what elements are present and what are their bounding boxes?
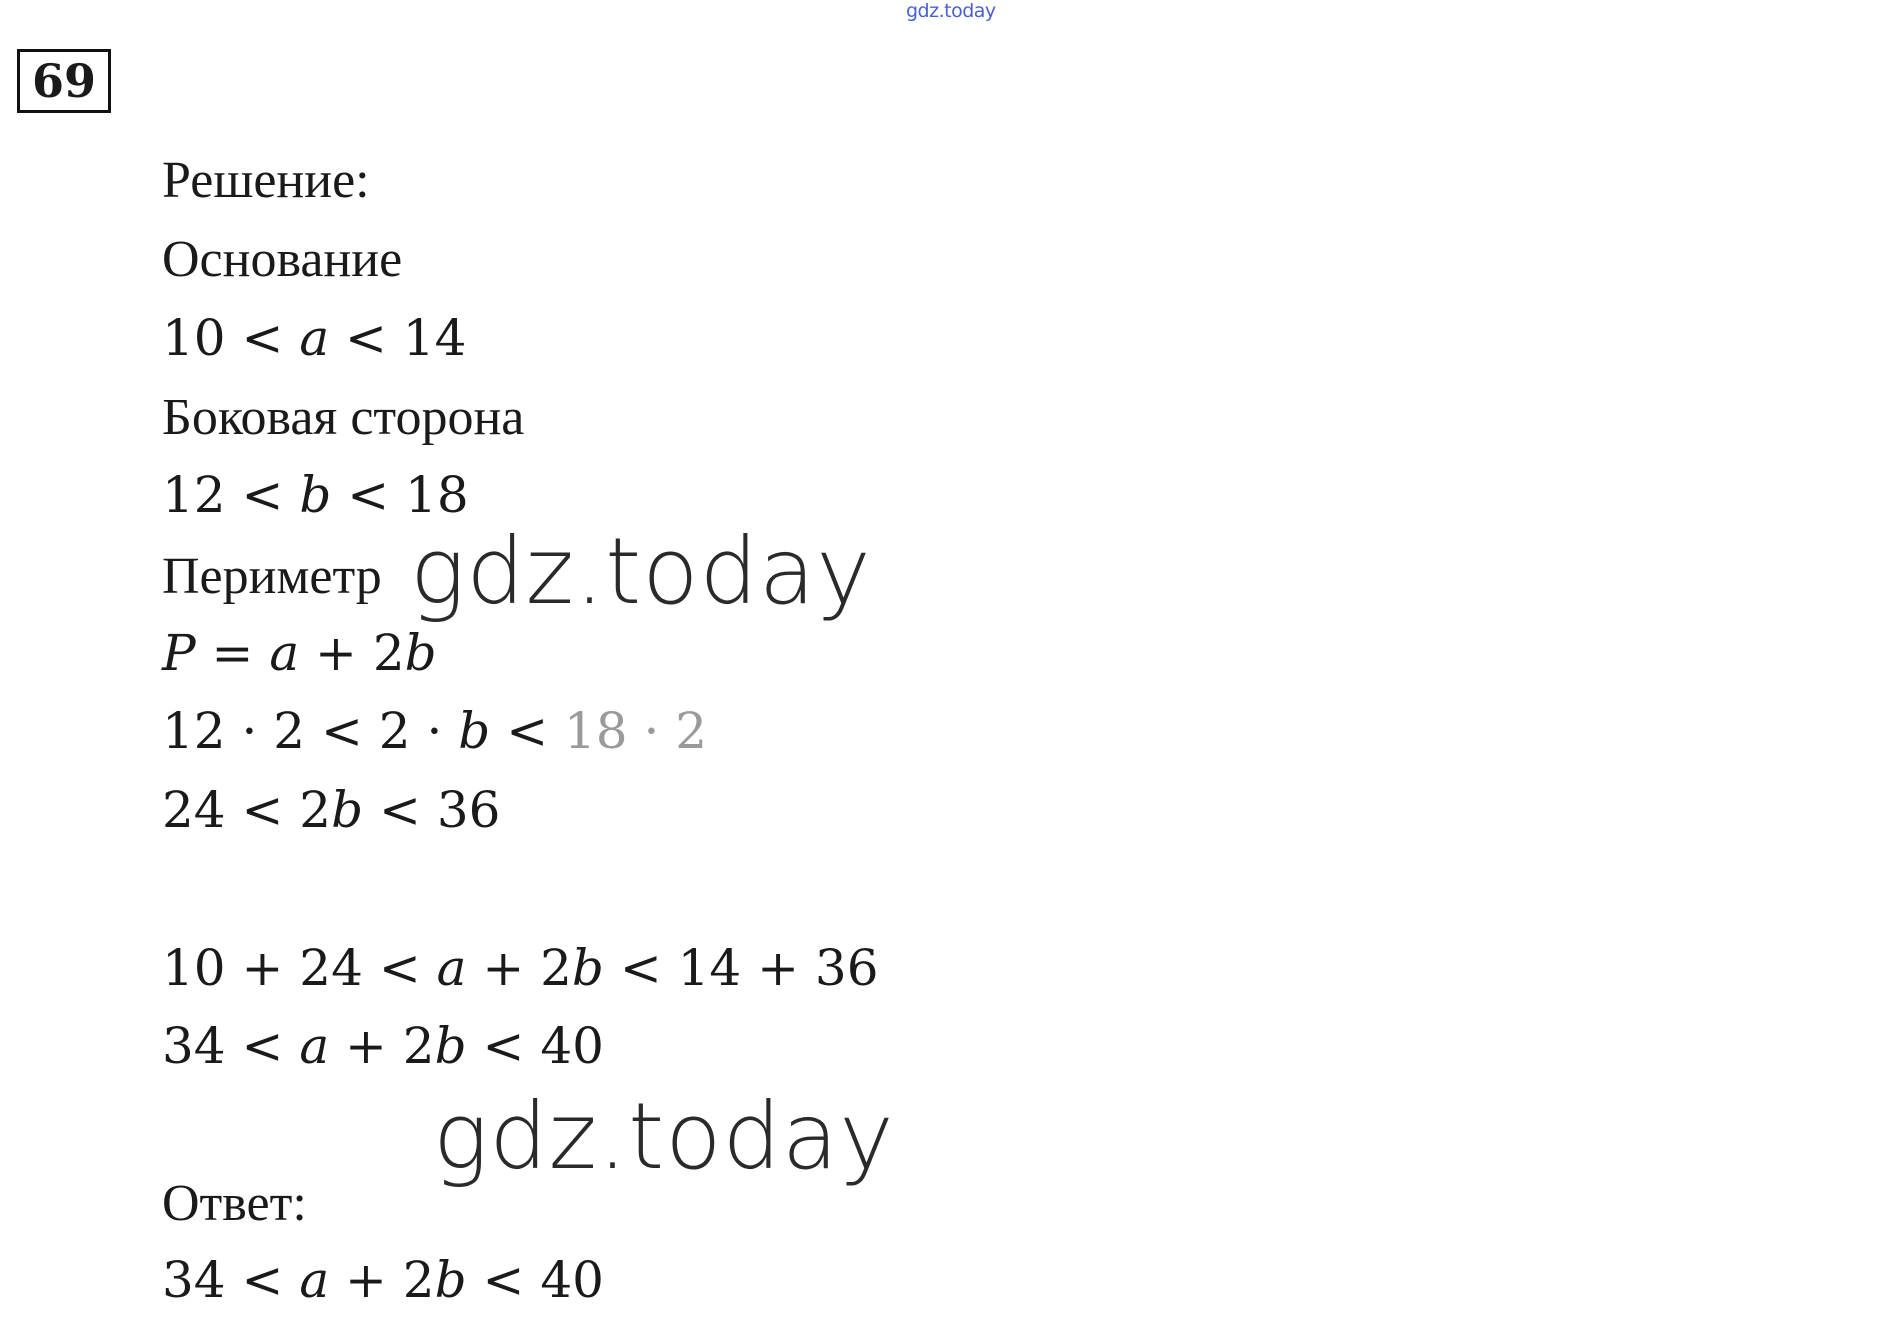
perimeter-formula: P = a + 2b (162, 624, 437, 682)
base-inequality: 10 < a < 14 (162, 309, 467, 367)
top-watermark: gdz.today (906, 0, 996, 22)
side-label: Боковая сторона (162, 389, 525, 446)
problem-number: 69 (17, 49, 111, 113)
perimeter-label: Периметр (162, 548, 382, 605)
answer-label: Ответ: (162, 1175, 307, 1232)
step-sum: 10 + 24 < a + 2b < 14 + 36 (162, 939, 879, 997)
watermark-1: gdz.today (410, 518, 872, 625)
answer-inequality: 34 < a + 2b < 40 (162, 1251, 604, 1309)
solution-heading: Решение: (162, 152, 370, 209)
step-double-side: 24 < 2b < 36 (162, 781, 501, 839)
watermark-2: gdz.today (433, 1083, 895, 1190)
step-multiply: 12 · 2 < 2 · b < 18 · 2 (162, 702, 708, 760)
side-inequality: 12 < b < 18 (162, 466, 469, 524)
base-label: Основание (162, 231, 403, 288)
step-result: 34 < a + 2b < 40 (162, 1017, 604, 1075)
